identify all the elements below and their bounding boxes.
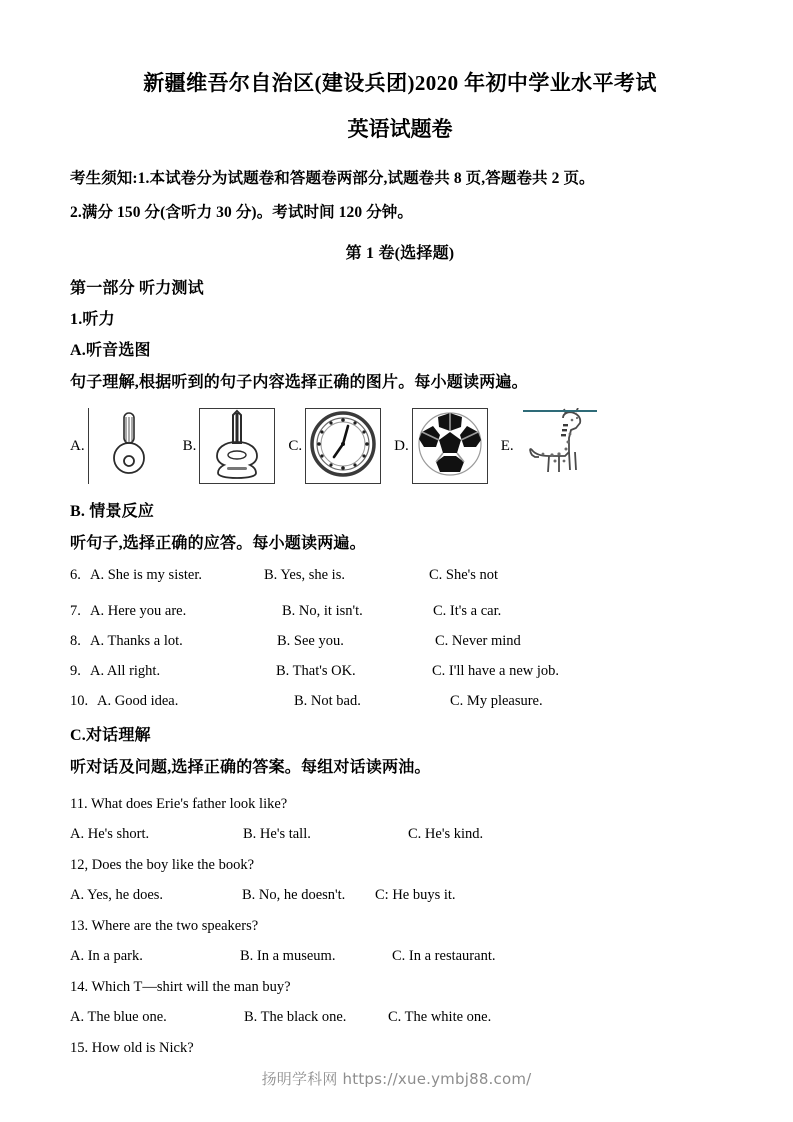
option-c-7[interactable]: C. It's a car. [433,603,502,619]
section-b-heading: B. 情景反应 [70,503,155,520]
option-a-10[interactable]: A. Good idea. [97,693,179,709]
question-number-8: 8. [70,633,81,649]
question-row-9 [70,650,730,680]
option-c-12[interactable]: C: He buys it. [375,887,456,903]
picture-option-a[interactable] [70,406,170,486]
candidate-notice-line-2: 2.满分 150 分(含听力 30 分)。考试时间 120 分钟。 [70,204,413,221]
guitar-icon [209,409,265,484]
question-row-7 [70,590,730,620]
option-a-14[interactable]: A. The blue one. [70,1009,167,1025]
teal-rule [523,410,597,412]
question-number-10: 10. [70,693,89,709]
giraffe-icon [519,408,601,484]
option-c-9[interactable]: C. I'll have a new job. [432,663,560,679]
picture-options-row [70,393,730,486]
part-one-heading: 第一部分 听力测试 [70,280,204,297]
question-number-7: 7. [70,603,81,619]
clock-icon [310,411,376,482]
option-b-7[interactable]: B. No, it isn't. [282,603,363,619]
option-a-8[interactable]: A. Thanks a lot. [90,633,183,649]
option-a-6[interactable]: A. She is my sister. [90,567,202,583]
picture-label-d: D. [394,437,409,454]
document-content [70,60,730,1057]
question-stem-12: 12, Does the boy like the book? [70,857,255,873]
page-title: 新疆维吾尔自治区(建设兵团)2020 年初中学业水平考试 [143,71,657,95]
question-number-6: 6. [70,567,81,583]
picture-option-e[interactable] [501,406,603,486]
question-row-8 [70,620,730,650]
listening-number-heading: 1.听力 [70,311,115,328]
section-c-instruction: 听对话及问题,选择正确的答案。每组对话读两油。 [70,759,431,776]
option-b-11[interactable]: B. He's tall. [243,826,311,842]
option-row-14 [70,996,730,1026]
picture-label-b: B. [182,437,197,454]
picture-frame-c [305,408,381,484]
section-c-questions [70,778,730,1057]
question-stem-11: 11. What does Erie's father look like? [70,796,288,812]
option-c-10[interactable]: C. My pleasure. [450,693,543,709]
option-c-14[interactable]: C. The white one. [388,1009,492,1025]
volume-heading: 第 1 卷(选择题) [345,245,455,262]
picture-option-b[interactable] [183,406,276,486]
picture-frame-a [88,408,170,484]
key-icon [111,411,147,482]
page-subtitle: 英语试题卷 [347,117,453,141]
question-row-10 [70,680,730,710]
section-a-instruction: 句子理解,根据听到的句子内容选择正确的图片。每小题读两遍。 [70,374,528,391]
option-a-12[interactable]: A. Yes, he does. [70,887,164,903]
picture-label-a: A. [70,437,85,454]
option-a-11[interactable]: A. He's short. [70,826,150,842]
option-a-7[interactable]: A. Here you are. [90,603,187,619]
option-c-8[interactable]: C. Never mind [435,633,521,649]
question-stem-15: 15. How old is Nick? [70,1040,194,1056]
picture-label-e: E. [500,437,514,454]
picture-option-c[interactable] [288,406,381,486]
option-a-9[interactable]: A. All right. [90,663,161,679]
option-c-13[interactable]: C. In a restaurant. [392,948,496,964]
question-stem-13: 13. Where are the two speakers? [70,918,259,934]
option-row-13 [70,935,730,965]
option-b-12[interactable]: B. No, he doesn't. [242,887,346,903]
option-b-6[interactable]: B. Yes, she is. [264,567,345,583]
option-a-13[interactable]: A. In a park. [70,948,143,964]
section-a-heading: A.听音选图 [70,342,151,359]
option-b-9[interactable]: B. That's OK. [276,663,356,679]
picture-option-d[interactable] [394,406,488,486]
footer-watermark: 扬明学科网 https://xue.ymbj88.com/ [261,1070,532,1088]
question-row-6 [70,554,730,590]
picture-label-c: C. [288,437,303,454]
option-row-12 [70,874,730,904]
option-c-11[interactable]: C. He's kind. [408,826,484,842]
option-c-6[interactable]: C. She's not [429,567,499,583]
soccer-ball-icon [416,410,484,483]
option-b-13[interactable]: B. In a museum. [240,948,336,964]
picture-frame-b [199,408,275,484]
candidate-notice-line-1: 考生须知:1.本试卷分为试题卷和答题卷两部分,试题卷共 8 页,答题卷共 2 页。 [70,170,595,187]
section-b-questions [70,554,730,710]
option-b-14[interactable]: B. The black one. [244,1009,347,1025]
section-b-instruction: 听句子,选择正确的应答。每小题读两遍。 [70,535,366,552]
picture-frame-e [517,408,603,484]
picture-frame-d [412,408,488,484]
option-row-11 [70,813,730,843]
option-b-10[interactable]: B. Not bad. [294,693,361,709]
section-c-heading: C.对话理解 [70,727,151,744]
option-b-8[interactable]: B. See you. [277,633,344,649]
question-number-9: 9. [70,663,81,679]
question-stem-14: 14. Which T—shirt will the man buy? [70,979,291,995]
